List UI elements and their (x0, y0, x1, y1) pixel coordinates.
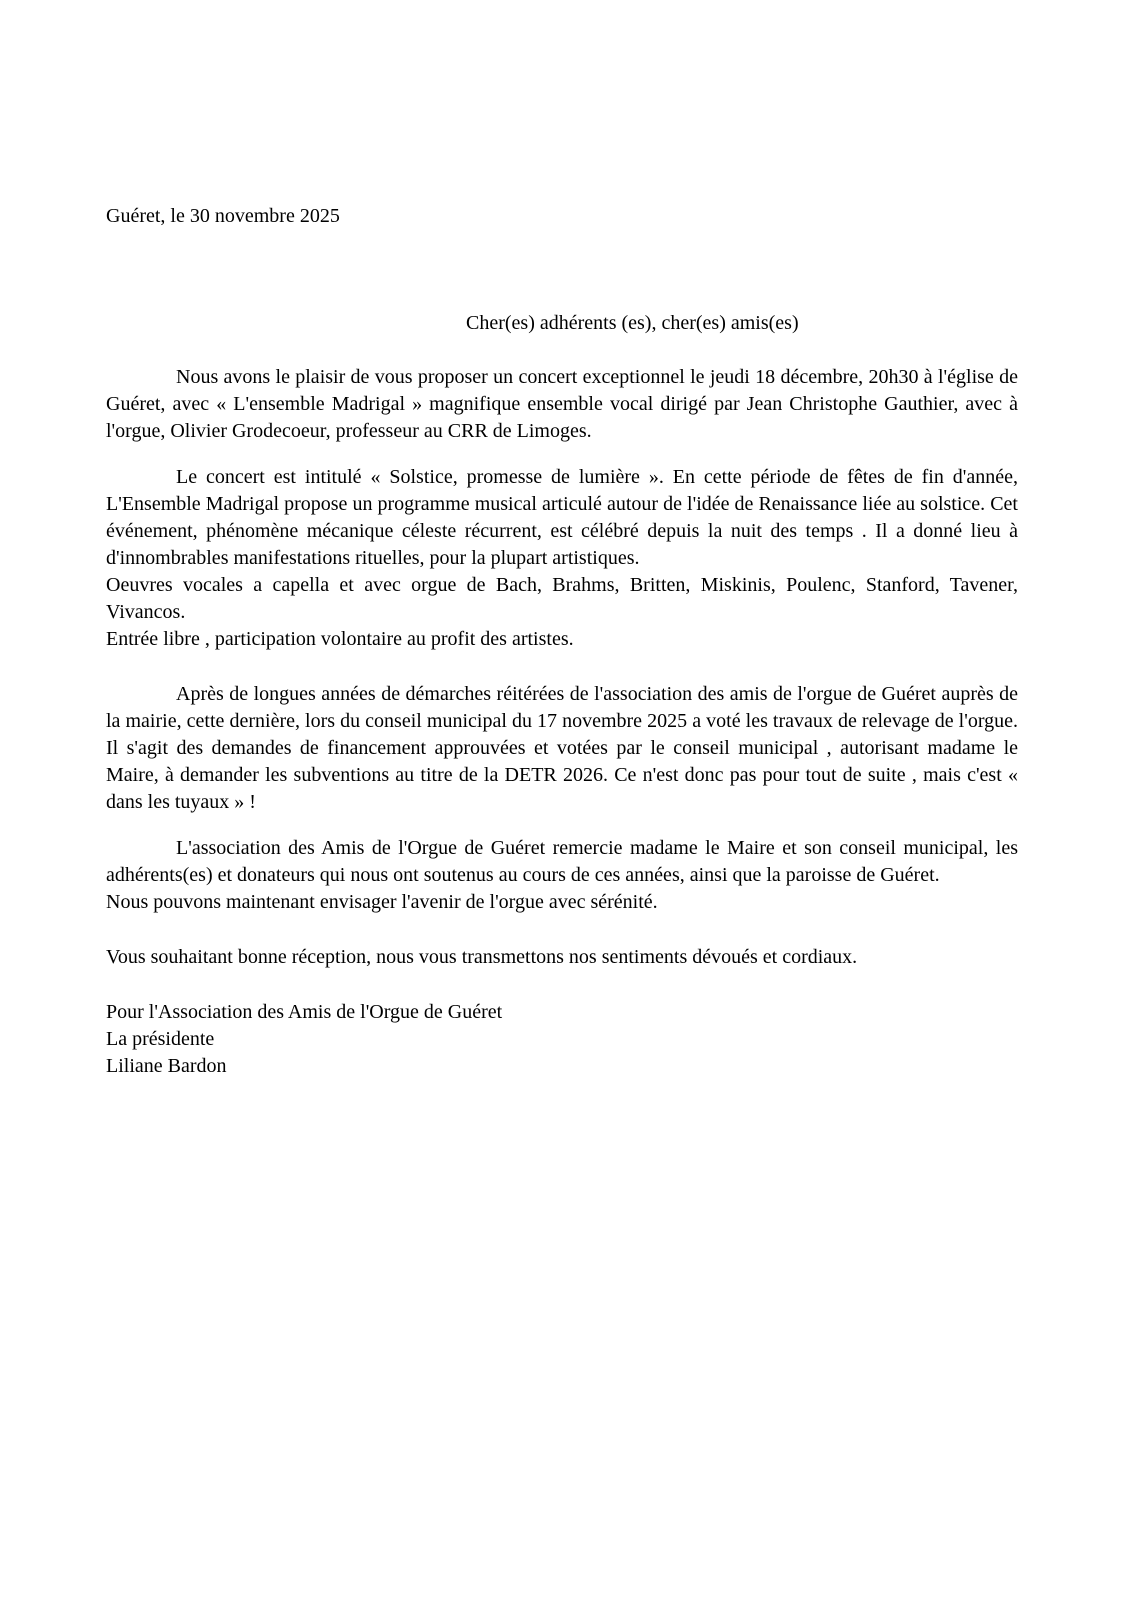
signature-role: La présidente (106, 1028, 215, 1050)
salutation: Cher(es) adhérents (es), cher(es) amis(es) (466, 312, 799, 334)
paragraph-free-entry: Entrée libre , participation volontaire au profit des artistes. (106, 628, 574, 650)
signature-organization: Pour l'Association des Amis de l'Orgue de Guéret (106, 1001, 503, 1023)
paragraph-concert-announcement: Nous avons le plaisir de vous proposer un concert exceptionnel le jeudi 18 décembre, 20h30 à l'église de Guéret, avec « L'ensemble Madrigal » magnifique ensemble vocal dirigé par Jean Christophe Gauthier, avec à l'orgue, Olivier Grodecoeur, professeur au CRR de Limoges. (106, 366, 1018, 442)
letter-content (106, 203, 1018, 1080)
paragraph-organ-future: Nous pouvons maintenant envisager l'avenir de l'orgue avec sérénité. (106, 891, 658, 913)
paragraph-closing-greeting: Vous souhaitant bonne réception, nous vous transmettons nos sentiments dévoués et cordiaux. (106, 946, 858, 968)
paragraph-organ-works-vote: Après de longues années de démarches réitérées de l'association des amis de l'orgue de Guéret auprès de la mairie, cette dernière, lors du conseil municipal du 17 novembre 2025 a voté les travaux de relevage de l'orgue. Il s'agit des demandes de financement approuvées et votées par le conseil municipal , autorisant madame le Maire, à demander les subventions au titre de la DETR 2026. Ce n'est donc pas pour tout de suite , mais c'est « dans les tuyaux » ! (106, 683, 1018, 813)
signature-block (106, 999, 1018, 1080)
paragraph-thanks: L'association des Amis de l'Orgue de Guéret remercie madame le Maire et son conseil municipal, les adhérents(es) et donateurs qui nous ont soutenus au cours de ces années, ainsi que la paroisse de Guéret. (106, 837, 1018, 886)
signature-name: Liliane Bardon (106, 1055, 227, 1077)
paragraph-works-list: Oeuvres vocales a capella et avec orgue de Bach, Brahms, Britten, Miskinis, Poulenc, Stanford, Tavener, Vivancos. (106, 574, 1018, 623)
date-line: Guéret, le 30 novembre 2025 (106, 205, 340, 227)
paragraph-concert-program: Le concert est intitulé « Solstice, promesse de lumière ». En cette période de fêtes de fin d'année, L'Ensemble Madrigal propose un programme musical articulé autour de l'idée de Renaissance liée au solstice. Cet événement, phénomène mécanique céleste récurrent, est célébré depuis la nuit des temps . Il a donné lieu à d'innombrables manifestations rituelles, pour la plupart artistiques. (106, 466, 1018, 569)
